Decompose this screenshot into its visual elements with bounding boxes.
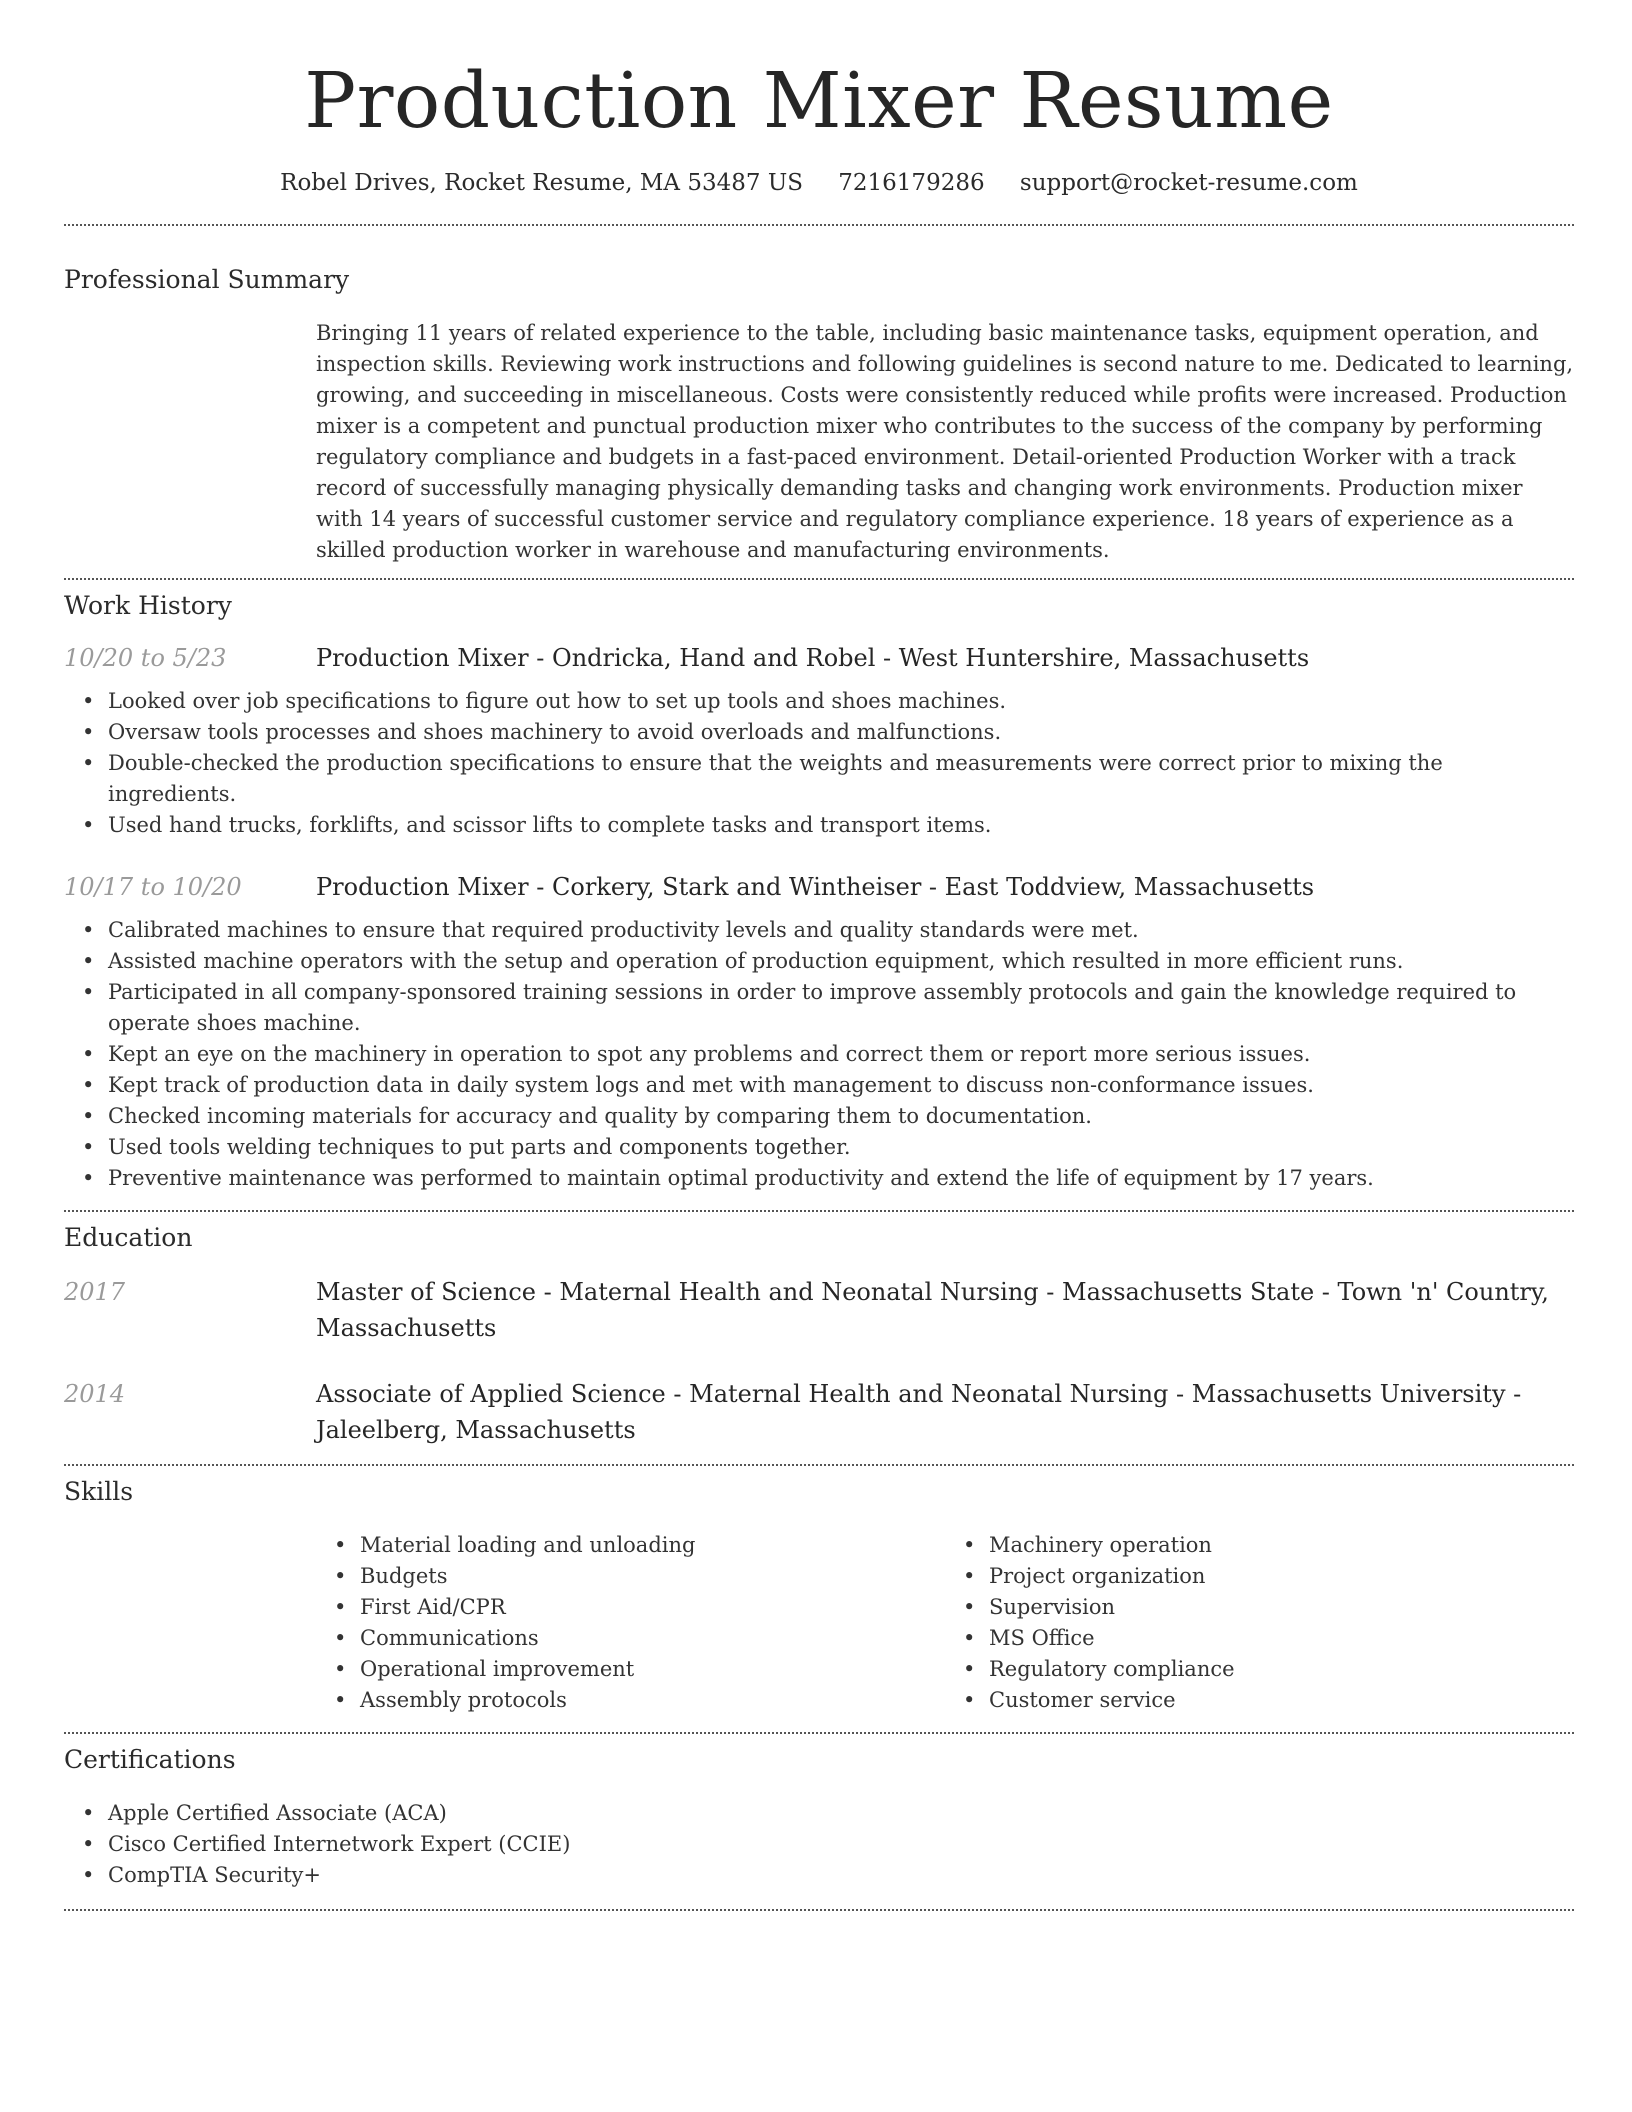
education-year: 2017 [64, 1278, 126, 1306]
summary-text: Bringing 11 years of related experience to the table, including basic maintenance tasks, equipment operation, and inspection skills. Reviewing work instructions and following guidelines is second nature to me. Dedicated to learning, growing, and succeeding in miscellaneous. Costs were consistently reduced while profits were increased. Production mixer is a competent and punctual production mixer who contributes to the success of the company by performing regulatory compliance and budgets in a fast-paced environment. Detail-oriented Production Worker with a track record of successfully managing physically demanding tasks and changing work environments. Production mixer with 14 years of successful customer service and regulatory compliance experience. 18 years of experience as a skilled production worker in warehouse and manufacturing environments. [316, 321, 1574, 562]
job-title: Production Mixer - Ondricka, Hand and Robel - West Huntershire, Massachusetts [316, 644, 1310, 672]
education-year: 2014 [64, 1380, 126, 1408]
divider [64, 1909, 1574, 1911]
divider [64, 224, 1574, 226]
list-item: • Assisted machine operators with the setup and operation of production equipment, which resulted in more efficient runs. [108, 946, 1574, 977]
list-item: • Kept an eye on the machinery in operation to spot any problems and correct them or report more serious issues. [108, 1039, 1574, 1070]
list-item: • Operational improvement [360, 1654, 945, 1685]
list-item: • Participated in all company-sponsored training sessions in order to improve assembly protocols and gain the knowledge required to operate shoes machine. [108, 977, 1574, 1039]
divider [64, 1210, 1574, 1212]
list-item: • Calibrated machines to ensure that required productivity levels and quality standards were met. [108, 915, 1574, 946]
list-item: • Project organization [989, 1561, 1574, 1592]
skills-list [316, 1530, 1574, 1716]
list-item: • Communications [360, 1623, 945, 1654]
education-entry [64, 1274, 1574, 1346]
skills-column-right [945, 1530, 1574, 1716]
divider [64, 1732, 1574, 1734]
list-item: • Kept track of production data in daily system logs and met with management to discuss non-conformance issues. [108, 1070, 1574, 1101]
education-degree: Associate of Applied Science - Maternal Health and Neonatal Nursing - Massachusetts University - Jaleelberg, Massachusetts [316, 1380, 1522, 1444]
divider [64, 1464, 1574, 1466]
resume-page [64, 0, 1574, 1911]
section-title-summary: Professional Summary [64, 265, 350, 294]
list-item: • MS Office [989, 1623, 1574, 1654]
contact-phone: 7216179286 [838, 170, 985, 196]
list-item: • Assembly protocols [360, 1685, 945, 1716]
certifications-list [64, 1798, 1574, 1891]
list-item: • CompTIA Security+ [108, 1860, 1574, 1891]
section-title-certifications: Certifications [64, 1745, 236, 1774]
list-item: • Apple Certified Associate (ACA) [108, 1798, 1574, 1829]
list-item: • Checked incoming materials for accuracy and quality by comparing them to documentation. [108, 1101, 1574, 1132]
list-item: • Machinery operation [989, 1530, 1574, 1561]
list-item: • Oversaw tools processes and shoes machinery to avoid overloads and malfunctions. [108, 717, 1574, 748]
job-title: Production Mixer - Corkery, Stark and Wintheiser - East Toddview, Massachusetts [316, 873, 1315, 901]
section-title-skills: Skills [64, 1477, 134, 1506]
section-title-work: Work History [64, 591, 232, 620]
list-item: • Looked over job specifications to figure out how to set up tools and shoes machines. [108, 686, 1574, 717]
list-item: • Budgets [360, 1561, 945, 1592]
job-entry [64, 869, 1574, 1194]
list-item: • Double-checked the production specifications to ensure that the weights and measurements were correct prior to mixing the ingredients. [108, 748, 1574, 810]
list-item: • Cisco Certified Internetwork Expert (CCIE) [108, 1829, 1574, 1860]
job-dates: 10/17 to 10/20 [64, 873, 242, 901]
list-item: • Customer service [989, 1685, 1574, 1716]
list-item: • Used hand trucks, forklifts, and scissor lifts to complete tasks and transport items. [108, 810, 1574, 841]
contact-address: Robel Drives, Rocket Resume, MA 53487 US [280, 170, 803, 196]
page-title: Production Mixer Resume [304, 57, 1334, 146]
list-item: • Material loading and unloading [360, 1530, 945, 1561]
contact-email: support@rocket-resume.com [1019, 170, 1358, 196]
job-dates: 10/20 to 5/23 [64, 644, 227, 672]
list-item: • First Aid/CPR [360, 1592, 945, 1623]
list-item: • Used tools welding techniques to put parts and components together. [108, 1132, 1574, 1163]
skills-column-left [316, 1530, 945, 1716]
list-item: • Regulatory compliance [989, 1654, 1574, 1685]
job-entry [64, 640, 1574, 841]
education-degree: Master of Science - Maternal Health and Neonatal Nursing - Massachusetts State - Town 'n' Country, Massachusetts [316, 1278, 1549, 1342]
list-item: • Supervision [989, 1592, 1574, 1623]
contact-info [64, 168, 1574, 198]
education-entry [64, 1376, 1574, 1448]
job-bullets [64, 915, 1574, 1194]
section-title-education: Education [64, 1223, 193, 1252]
divider [64, 578, 1574, 580]
list-item: • Preventive maintenance was performed to maintain optimal productivity and extend the life of equipment by 17 years. [108, 1163, 1574, 1194]
job-bullets [64, 686, 1574, 841]
